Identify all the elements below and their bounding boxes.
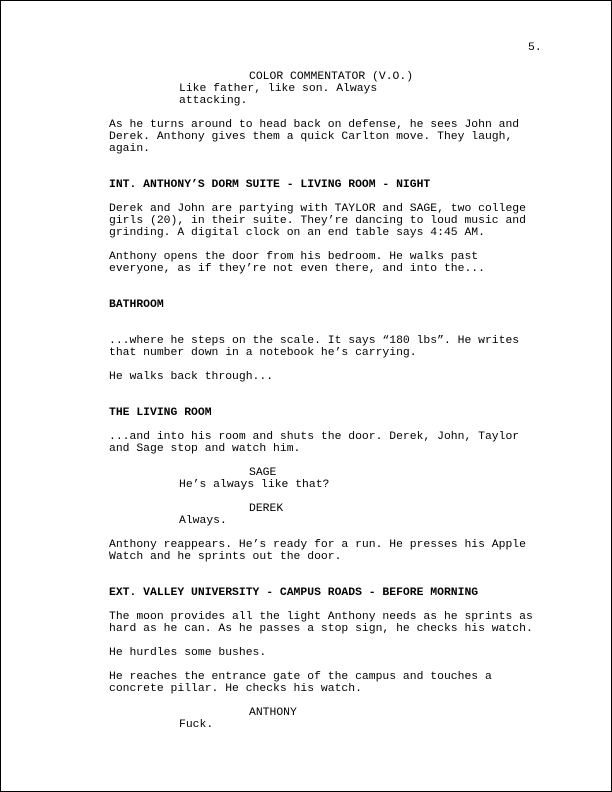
character-cue: ANTHONY xyxy=(249,707,297,719)
action-line: concrete pillar. He checks his watch. xyxy=(109,683,362,695)
action-line: grinding. A digital clock on an end table says 4:45 AM. xyxy=(109,227,485,239)
action-line: girls (20), in their suite. They’re dancing to loud music and xyxy=(109,215,526,227)
character-cue: COLOR COMMENTATOR (V.O.) xyxy=(249,71,414,83)
dialogue-line: Like father, like son. Always xyxy=(179,83,378,95)
scene-heading: EXT. VALLEY UNIVERSITY - CAMPUS ROADS - BEFORE MORNING xyxy=(109,587,479,599)
action-line: ...where he steps on the scale. It says “180 lbs”. He writes xyxy=(109,335,520,347)
dialogue-line: Always. xyxy=(179,515,227,527)
action-line: Derek. Anthony gives them a quick Carlton move. They laugh, xyxy=(109,131,513,143)
scene-heading: BATHROOM xyxy=(109,299,164,311)
dialogue-line: attacking. xyxy=(179,95,248,107)
action-line: Anthony reappears. He’s ready for a run. He presses his Apple xyxy=(109,539,526,551)
action-line: He reaches the entrance gate of the campus and touches a xyxy=(109,671,492,683)
scene-heading: INT. ANTHONY’S DORM SUITE - LIVING ROOM - NIGHT xyxy=(109,179,431,191)
character-cue: DEREK xyxy=(249,503,284,515)
action-line: He walks back through... xyxy=(109,371,274,383)
action-line: As he turns around to head back on defense, he sees John and xyxy=(109,119,520,131)
action-line: and Sage stop and watch him. xyxy=(109,443,301,455)
action-line: everyone, as if they’re not even there, and into the... xyxy=(109,263,485,275)
action-line: that number down in a notebook he’s carrying. xyxy=(109,347,417,359)
action-line: hard as he can. As he passes a stop sign, he checks his watch. xyxy=(109,623,533,635)
action-line: Watch and he sprints out the door. xyxy=(109,551,342,563)
action-line: Anthony opens the door from his bedroom. He walks past xyxy=(109,251,479,263)
action-line: The moon provides all the light Anthony needs as he sprints as xyxy=(109,611,533,623)
action-line: ...and into his room and shuts the door. Derek, John, Taylor xyxy=(109,431,520,443)
dialogue-line: He’s always like that? xyxy=(179,479,330,491)
page-number: 5. xyxy=(528,42,542,54)
action-line: again. xyxy=(109,143,151,155)
action-line: He hurdles some bushes. xyxy=(109,647,267,659)
dialogue-line: Fuck. xyxy=(179,719,214,731)
character-cue: SAGE xyxy=(249,467,277,479)
action-line: Derek and John are partying with TAYLOR and SAGE, two college xyxy=(109,203,526,215)
scene-heading: THE LIVING ROOM xyxy=(109,407,212,419)
